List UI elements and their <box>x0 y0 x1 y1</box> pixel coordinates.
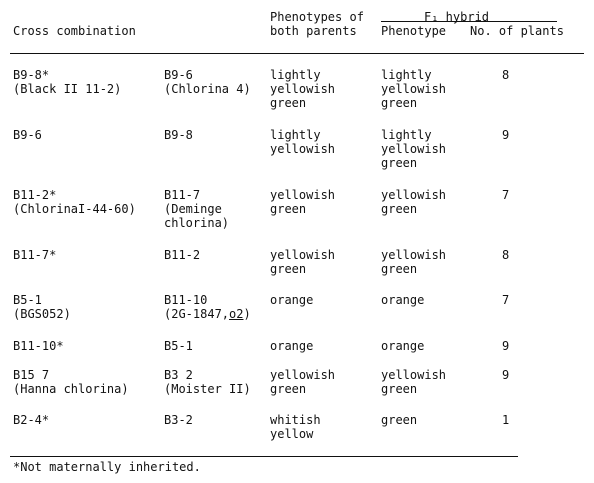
row1-parent2-line2: (Chlorina 4) <box>164 82 251 96</box>
row5-f1-phenotype-line1: orange <box>381 293 425 307</box>
row3-parents-phenotype-line2: green <box>270 202 307 216</box>
row8-f1-phenotype-line1: green <box>381 413 418 427</box>
row1-f1-phenotype-line2: yellowish <box>381 82 447 96</box>
row3-parent2-line1: B11-7 <box>164 188 201 202</box>
row4-parents-phenotype-line2: green <box>270 262 307 276</box>
row3-parent2-line3: chlorina) <box>164 216 230 230</box>
row6-parents-phenotype-line1: orange <box>270 339 314 353</box>
row6-parent1-line1: B11-10* <box>13 339 64 353</box>
row2-f1-phenotype-line1: lightly <box>381 128 432 142</box>
row3-parents-phenotype-line1: yellowish <box>270 188 336 202</box>
row1-parent1-line2: (Black II 11-2) <box>13 82 122 96</box>
row8-parents-phenotype-line2: yellow <box>270 427 314 441</box>
row2-parent1-line1: B9-6 <box>13 128 42 142</box>
row5-parent2-line2 <box>164 307 251 322</box>
row4-plants: 8 <box>502 248 510 262</box>
row4-f1-phenotype-line2: green <box>381 262 418 276</box>
row4-f1-phenotype-line1: yellowish <box>381 248 447 262</box>
row6-parent2-line1: B5-1 <box>164 339 193 353</box>
row5-parent2-underlined: o2 <box>229 307 244 321</box>
row7-plants: 9 <box>502 368 510 382</box>
row7-parent1-line1: B15 7 <box>13 368 50 382</box>
row3-parent1-line2: (ChlorinaI-44-60) <box>13 202 136 216</box>
row2-f1-phenotype-line2: yellowish <box>381 142 447 156</box>
row1-parent1-line1: B9-8* <box>13 68 50 82</box>
row5-parent2-line2-text: (2G-1847, <box>164 307 230 321</box>
row8-parents-phenotype-line1: whitish <box>270 413 321 427</box>
row7-f1-phenotype-line2: green <box>381 382 418 396</box>
row4-parent1-line1: B11-7* <box>13 248 57 262</box>
row5-parent1-line2: (BGS052) <box>13 307 71 321</box>
row2-f1-phenotype-line3: green <box>381 156 418 170</box>
row3-parent1-line1: B11-2* <box>13 188 57 202</box>
row1-parents-phenotype-line3: green <box>270 96 307 110</box>
row3-f1-phenotype-line1: yellowish <box>381 188 447 202</box>
row5-parents-phenotype-line1: orange <box>270 293 314 307</box>
row4-parents-phenotype-line1: yellowish <box>270 248 336 262</box>
row7-parent2-line1: B3 2 <box>164 368 193 382</box>
row1-parent2-line1: B9-6 <box>164 68 193 82</box>
row2-parents-phenotype-line1: lightly <box>270 128 321 142</box>
row7-parents-phenotype-line1: yellowish <box>270 368 336 382</box>
header-rule <box>10 53 584 54</box>
row2-parent2-line1: B9-8 <box>164 128 193 142</box>
header-no-of-plants: No. of plants <box>470 24 564 38</box>
row3-parent2-line2: (Deminge <box>164 202 222 216</box>
row5-parent2-line1: B11-10 <box>164 293 208 307</box>
row5-plants: 7 <box>502 293 510 307</box>
row2-parents-phenotype-line2: yellowish <box>270 142 336 156</box>
f1-hybrid-underline <box>381 21 557 22</box>
row8-parent1-line1: B2-4* <box>13 413 50 427</box>
footnote: *Not maternally inherited. <box>13 460 201 474</box>
header-cross-combination: Cross combination <box>13 24 136 38</box>
header-phenotypes-line2: both parents <box>270 24 357 38</box>
row1-parents-phenotype-line1: lightly <box>270 68 321 82</box>
row3-plants: 7 <box>502 188 510 202</box>
header-phenotypes-line1: Phenotypes of <box>270 10 364 24</box>
row7-f1-phenotype-line1: yellowish <box>381 368 447 382</box>
row7-parent1-line2: (Hanna chlorina) <box>13 382 129 396</box>
header-f1-hybrid: F₁ hybrid <box>424 10 490 24</box>
row4-parent2-line1: B11-2 <box>164 248 201 262</box>
row5-parent1-line1: B5-1 <box>13 293 42 307</box>
header-phenotype: Phenotype <box>381 24 447 38</box>
row5-parent2-tail: ) <box>243 307 251 321</box>
row7-parents-phenotype-line2: green <box>270 382 307 396</box>
row2-plants: 9 <box>502 128 510 142</box>
row6-plants: 9 <box>502 339 510 353</box>
row7-parent2-line2: (Moister II) <box>164 382 251 396</box>
row1-f1-phenotype-line1: lightly <box>381 68 432 82</box>
row3-f1-phenotype-line2: green <box>381 202 418 216</box>
row8-plants: 1 <box>502 413 510 427</box>
row1-parents-phenotype-line2: yellowish <box>270 82 336 96</box>
row1-f1-phenotype-line3: green <box>381 96 418 110</box>
footer-rule <box>10 456 518 457</box>
row8-parent2-line1: B3-2 <box>164 413 193 427</box>
row1-plants: 8 <box>502 68 510 82</box>
row6-f1-phenotype-line1: orange <box>381 339 425 353</box>
